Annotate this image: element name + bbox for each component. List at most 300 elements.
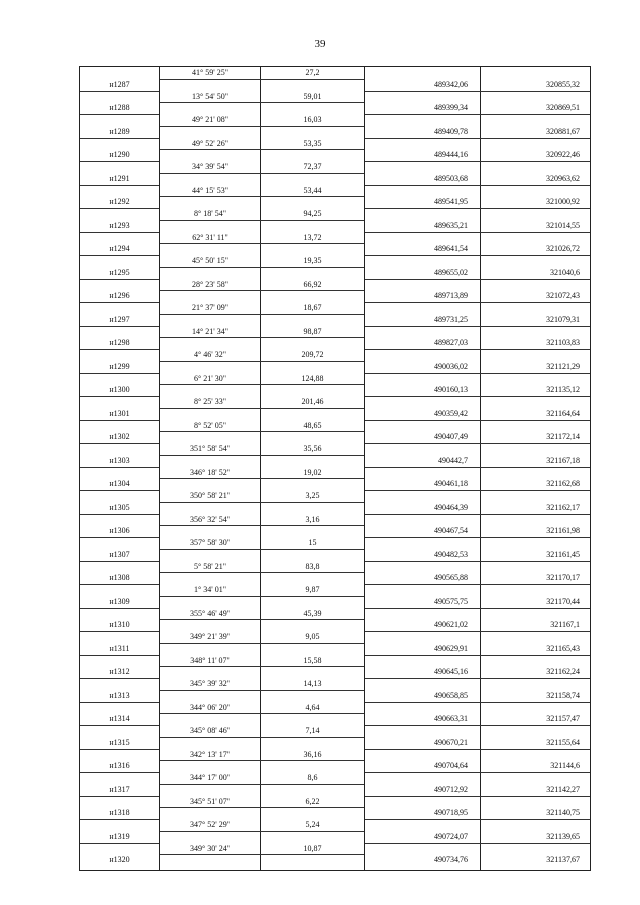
cell-point: н1311 <box>109 643 130 653</box>
table-row-point <box>80 831 590 843</box>
cell-x: 490629,91 <box>434 643 468 653</box>
cell-angle <box>160 267 260 279</box>
cell-angle: 344° 17' 00" <box>190 773 230 782</box>
cell-x: 490407,49 <box>434 432 468 442</box>
cell-point <box>80 819 159 831</box>
cell-dist <box>261 713 364 725</box>
cell-angle <box>160 455 260 467</box>
cell-point <box>80 584 159 596</box>
cell-y: 321167,18 <box>546 455 580 465</box>
cell-dist: 45,39 <box>303 608 322 618</box>
table-row-point <box>80 713 590 725</box>
table-row-segment <box>80 467 590 479</box>
cell-x <box>365 67 480 79</box>
cell-y <box>481 185 590 197</box>
cell-y: 321144,6 <box>550 761 580 771</box>
cell-dist: 4,64 <box>305 702 320 712</box>
cell-angle <box>160 666 260 678</box>
cell-y <box>481 537 590 549</box>
table-row-point <box>80 549 590 561</box>
cell-point <box>80 279 159 291</box>
cell-angle <box>160 290 260 302</box>
cell-angle <box>160 102 260 114</box>
cell-angle: 49° 21' 08" <box>192 115 228 124</box>
cell-x <box>365 279 480 291</box>
cell-dist: 27,2 <box>305 68 320 77</box>
table-row-point <box>80 502 590 514</box>
cell-x: 489713,89 <box>434 291 468 301</box>
cell-angle <box>160 149 260 161</box>
table-row-point <box>80 220 590 232</box>
table-row-point <box>80 760 590 772</box>
cell-dist: 201,46 <box>301 397 324 406</box>
cell-dist: 16,03 <box>303 115 322 124</box>
cell-y <box>481 655 590 667</box>
cell-x <box>365 161 480 173</box>
cell-y: 321162,24 <box>546 667 580 677</box>
cell-dist <box>261 408 364 420</box>
cell-angle: 355° 46' 49" <box>190 608 230 618</box>
cell-angle: 13° 54' 50" <box>192 91 228 101</box>
table-row-point <box>80 102 590 114</box>
cell-point <box>80 443 159 455</box>
cell-x <box>365 420 480 432</box>
cell-point <box>80 185 159 197</box>
table-row-point <box>80 267 590 279</box>
cell-angle <box>160 196 260 208</box>
table-row-point <box>80 408 590 420</box>
cell-angle: 4° 46' 32" <box>194 350 226 359</box>
cell-x <box>365 443 480 455</box>
cell-point <box>80 91 159 103</box>
cell-x: 490442,7 <box>438 455 468 465</box>
cell-y <box>481 631 590 643</box>
cell-y <box>481 396 590 408</box>
cell-x <box>365 467 480 479</box>
cell-x: 490461,18 <box>434 479 468 489</box>
cell-angle: 349° 21' 39" <box>190 632 230 641</box>
table-row-point <box>80 149 590 161</box>
cell-y <box>481 373 590 385</box>
cell-point <box>80 302 159 314</box>
table-row-point <box>80 737 590 749</box>
cell-dist <box>261 760 364 772</box>
cell-y: 321162,17 <box>546 502 580 512</box>
cell-x: 490658,85 <box>434 690 468 700</box>
cell-x <box>365 655 480 667</box>
table-row-segment <box>80 561 590 573</box>
table-row-segment <box>80 67 590 79</box>
cell-angle <box>160 431 260 443</box>
cell-point <box>80 678 159 690</box>
cell-x <box>365 772 480 784</box>
cell-angle: 28° 23' 58" <box>192 279 228 289</box>
table-row-segment <box>80 279 590 291</box>
cell-dist: 94,25 <box>303 209 322 218</box>
cell-x <box>365 255 480 267</box>
cell-y <box>481 67 590 79</box>
cell-point: н1317 <box>109 784 130 794</box>
cell-x <box>365 91 480 103</box>
cell-x: 489342,06 <box>434 79 468 89</box>
cell-x <box>365 725 480 737</box>
cell-dist <box>261 619 364 631</box>
cell-point: н1312 <box>109 667 130 677</box>
cell-point: н1293 <box>109 220 130 230</box>
cell-angle <box>160 408 260 420</box>
cell-x: 489541,95 <box>434 197 468 207</box>
cell-y: 321140,75 <box>546 808 580 818</box>
cell-angle: 8° 52' 05" <box>194 420 226 430</box>
cell-dist <box>261 525 364 537</box>
cell-y: 321170,44 <box>546 596 580 606</box>
cell-point: н1304 <box>109 479 130 489</box>
cell-y <box>481 443 590 455</box>
cell-dist: 53,35 <box>303 138 322 148</box>
table-row-point <box>80 572 590 584</box>
cell-point: н1310 <box>109 620 130 630</box>
cell-angle: 5° 58' 21" <box>194 561 226 571</box>
cell-x <box>365 326 480 338</box>
cell-angle <box>160 713 260 725</box>
cell-point: н1313 <box>109 690 130 700</box>
cell-point <box>80 843 159 855</box>
cell-angle <box>160 831 260 843</box>
table-row-point <box>80 455 590 467</box>
cell-point: н1288 <box>109 103 130 113</box>
cell-dist: 7,14 <box>305 726 320 735</box>
cell-x: 490645,16 <box>434 667 468 677</box>
cell-y <box>481 208 590 220</box>
table-row-point <box>80 431 590 443</box>
cell-point: н1316 <box>109 761 130 771</box>
cell-point <box>80 255 159 267</box>
cell-x: 490036,02 <box>434 361 468 371</box>
table-row-segment <box>80 420 590 432</box>
cell-dist: 209,72 <box>301 350 324 359</box>
cell-x <box>365 537 480 549</box>
cell-point <box>80 702 159 714</box>
cell-x <box>365 631 480 643</box>
cell-y: 320922,46 <box>546 150 580 160</box>
cell-x: 490718,95 <box>434 808 468 818</box>
cell-dist <box>261 173 364 185</box>
cell-dist <box>261 596 364 608</box>
cell-y <box>481 725 590 737</box>
cell-y: 321155,64 <box>546 737 580 747</box>
cell-y <box>481 279 590 291</box>
cell-point: н1301 <box>109 408 130 418</box>
cell-dist <box>261 361 364 373</box>
cell-x: 489399,34 <box>434 103 468 113</box>
cell-x <box>365 843 480 855</box>
cell-y: 321167,1 <box>550 620 580 630</box>
cell-angle <box>160 502 260 514</box>
cell-y <box>481 843 590 855</box>
cell-x <box>365 396 480 408</box>
cell-point <box>80 631 159 643</box>
cell-x: 490734,76 <box>434 855 468 865</box>
cell-x <box>365 208 480 220</box>
cell-point <box>80 467 159 479</box>
table-row-segment <box>80 114 590 126</box>
cell-y <box>481 796 590 808</box>
cell-y <box>481 467 590 479</box>
cell-point <box>80 161 159 173</box>
cell-y: 321142,27 <box>546 784 580 794</box>
cell-dist <box>261 267 364 279</box>
cell-angle: 349° 30' 24" <box>190 843 230 853</box>
cell-angle <box>160 784 260 796</box>
cell-point: н1294 <box>109 244 130 254</box>
table-row-point <box>80 79 590 91</box>
cell-point <box>80 349 159 361</box>
cell-point <box>80 490 159 502</box>
cell-y <box>481 772 590 784</box>
cell-point <box>80 537 159 549</box>
cell-x <box>365 702 480 714</box>
cell-point <box>80 208 159 220</box>
cell-point <box>80 772 159 784</box>
cell-dist: 124,88 <box>301 373 324 383</box>
cell-x: 489655,02 <box>434 267 468 277</box>
cell-angle: 348° 11' 07" <box>190 655 230 665</box>
cell-y <box>481 608 590 620</box>
cell-dist: 10,87 <box>303 843 322 853</box>
cell-angle <box>160 126 260 138</box>
cell-dist: 9,87 <box>305 585 320 594</box>
cell-point: н1302 <box>109 432 130 442</box>
table-row-segment <box>80 255 590 267</box>
cell-y: 321157,47 <box>546 714 580 724</box>
cell-angle <box>160 690 260 702</box>
cell-y: 321079,31 <box>546 314 580 324</box>
table-row-point <box>80 337 590 349</box>
cell-point: н1296 <box>109 291 130 301</box>
cell-dist: 14,13 <box>303 679 322 688</box>
table-row-point <box>80 290 590 302</box>
cell-dist: 59,01 <box>303 91 322 101</box>
cell-dist: 3,16 <box>305 514 320 524</box>
cell-dist <box>261 290 364 302</box>
cell-point: н1308 <box>109 573 130 583</box>
cell-point <box>80 561 159 573</box>
cell-x <box>365 819 480 831</box>
cell-point <box>80 514 159 526</box>
cell-dist <box>261 337 364 349</box>
cell-angle: 345° 51' 07" <box>190 796 230 806</box>
cell-dist: 15,58 <box>303 655 322 665</box>
cell-angle: 1° 34' 01" <box>194 585 226 594</box>
cell-y <box>481 702 590 714</box>
cell-dist: 15 <box>308 538 317 547</box>
cell-angle <box>160 173 260 185</box>
table-row-point <box>80 619 590 631</box>
cell-angle <box>160 478 260 490</box>
cell-x <box>365 114 480 126</box>
cell-x <box>365 796 480 808</box>
cell-y <box>481 255 590 267</box>
cell-angle: 347° 52' 29" <box>190 820 230 829</box>
cell-x <box>365 232 480 244</box>
cell-x: 489409,78 <box>434 126 468 136</box>
cell-dist <box>261 572 364 584</box>
cell-angle <box>160 643 260 655</box>
cell-angle: 41° 59' 25" <box>192 68 228 77</box>
cell-dist <box>261 455 364 467</box>
cell-dist: 66,92 <box>303 279 322 289</box>
cell-dist: 36,16 <box>303 749 322 759</box>
cell-angle: 8° 18' 54" <box>194 209 226 218</box>
coordinates-table <box>79 66 591 871</box>
cell-point <box>80 655 159 667</box>
cell-point: н1287 <box>109 79 130 89</box>
cell-y: 321040,6 <box>550 267 580 277</box>
cell-angle: 14° 21' 34" <box>192 326 228 336</box>
table-row-segment <box>80 537 590 549</box>
cell-x: 489731,25 <box>434 314 468 324</box>
cell-point <box>80 326 159 338</box>
cell-y <box>481 420 590 432</box>
cell-x <box>365 373 480 385</box>
table-row-segment <box>80 208 590 220</box>
cell-y: 320963,62 <box>546 173 580 183</box>
cell-angle <box>160 737 260 749</box>
cell-dist: 13,72 <box>303 232 322 242</box>
cell-x: 489444,16 <box>434 150 468 160</box>
table-row-segment <box>80 302 590 314</box>
cell-y: 320881,67 <box>546 126 580 136</box>
cell-angle <box>160 596 260 608</box>
cell-x: 489503,68 <box>434 173 468 183</box>
cell-x <box>365 490 480 502</box>
table-row-point <box>80 666 590 678</box>
cell-point <box>80 114 159 126</box>
table-row-segment <box>80 396 590 408</box>
page-number: 39 <box>314 38 326 50</box>
cell-point <box>80 749 159 761</box>
cell-y <box>481 161 590 173</box>
cell-x: 490704,64 <box>434 761 468 771</box>
cell-x: 490670,21 <box>434 737 468 747</box>
cell-point: н1318 <box>109 808 130 818</box>
cell-angle: 6° 21' 30" <box>194 373 226 383</box>
cell-angle: 351° 58' 54" <box>190 444 230 453</box>
cell-point <box>80 138 159 150</box>
cell-y <box>481 91 590 103</box>
cell-y: 320869,51 <box>546 103 580 113</box>
cell-point <box>80 67 159 79</box>
cell-x <box>365 749 480 761</box>
table-row-segment <box>80 349 590 361</box>
cell-y <box>481 678 590 690</box>
cell-angle <box>160 619 260 631</box>
cell-angle: 357° 58' 30" <box>190 538 230 547</box>
cell-dist <box>261 243 364 255</box>
cell-angle: 345° 08' 46" <box>190 726 230 735</box>
cell-y: 320855,32 <box>546 79 580 89</box>
cell-y <box>481 114 590 126</box>
table-row-segment <box>80 490 590 502</box>
cell-x: 490482,53 <box>434 549 468 559</box>
cell-dist <box>261 384 364 396</box>
table-row-segment <box>80 631 590 643</box>
cell-angle <box>160 572 260 584</box>
cell-angle <box>160 220 260 232</box>
cell-dist <box>261 314 364 326</box>
cell-x <box>365 561 480 573</box>
cell-point: н1300 <box>109 385 130 395</box>
table-row-segment <box>80 232 590 244</box>
cell-point <box>80 725 159 737</box>
cell-angle <box>160 807 260 819</box>
table-row-segment <box>80 185 590 197</box>
cell-point: н1306 <box>109 526 130 536</box>
cell-angle: 356° 32' 54" <box>190 514 230 524</box>
cell-dist <box>261 102 364 114</box>
table-row-point <box>80 784 590 796</box>
table-row-segment <box>80 655 590 667</box>
table-row-point <box>80 126 590 138</box>
table-row-point <box>80 173 590 185</box>
cell-dist <box>261 149 364 161</box>
cell-point: н1291 <box>109 173 130 183</box>
cell-dist <box>261 666 364 678</box>
cell-dist <box>261 549 364 561</box>
cell-x <box>365 608 480 620</box>
cell-dist: 5,24 <box>305 820 320 829</box>
cell-point: н1299 <box>109 361 130 371</box>
cell-angle: 350° 58' 21" <box>190 491 230 500</box>
table-row-segment <box>80 702 590 714</box>
cell-x: 490359,42 <box>434 408 468 418</box>
cell-point: н1309 <box>109 596 130 606</box>
table-row-segment <box>80 138 590 150</box>
cell-dist <box>261 807 364 819</box>
table-row-point <box>80 690 590 702</box>
cell-point: н1314 <box>109 714 130 724</box>
table-row-segment <box>80 443 590 455</box>
cell-x <box>365 138 480 150</box>
cell-x: 490467,54 <box>434 526 468 536</box>
cell-angle: 49° 52' 26" <box>192 138 228 148</box>
cell-dist: 53,44 <box>303 185 322 195</box>
cell-dist: 19,35 <box>303 256 322 265</box>
cell-dist <box>261 854 364 866</box>
cell-x: 490724,07 <box>434 831 468 841</box>
table-row-point <box>80 314 590 326</box>
cell-point: н1292 <box>109 197 130 207</box>
cell-y: 321072,43 <box>546 291 580 301</box>
cell-angle: 62° 31' 11" <box>192 232 228 242</box>
cell-dist: 72,37 <box>303 162 322 171</box>
cell-dist <box>261 690 364 702</box>
cell-angle: 45° 50' 15" <box>192 256 228 265</box>
cell-x <box>365 349 480 361</box>
cell-y <box>481 349 590 361</box>
cell-angle <box>160 337 260 349</box>
cell-y <box>481 514 590 526</box>
cell-x <box>365 584 480 596</box>
table-row-point <box>80 525 590 537</box>
cell-y: 321162,68 <box>546 479 580 489</box>
cell-y: 321170,17 <box>546 573 580 583</box>
cell-angle: 8° 25' 33" <box>194 397 226 406</box>
cell-y: 321121,29 <box>546 361 580 371</box>
table-row-segment <box>80 91 590 103</box>
cell-y <box>481 561 590 573</box>
cell-y: 321135,12 <box>546 385 580 395</box>
